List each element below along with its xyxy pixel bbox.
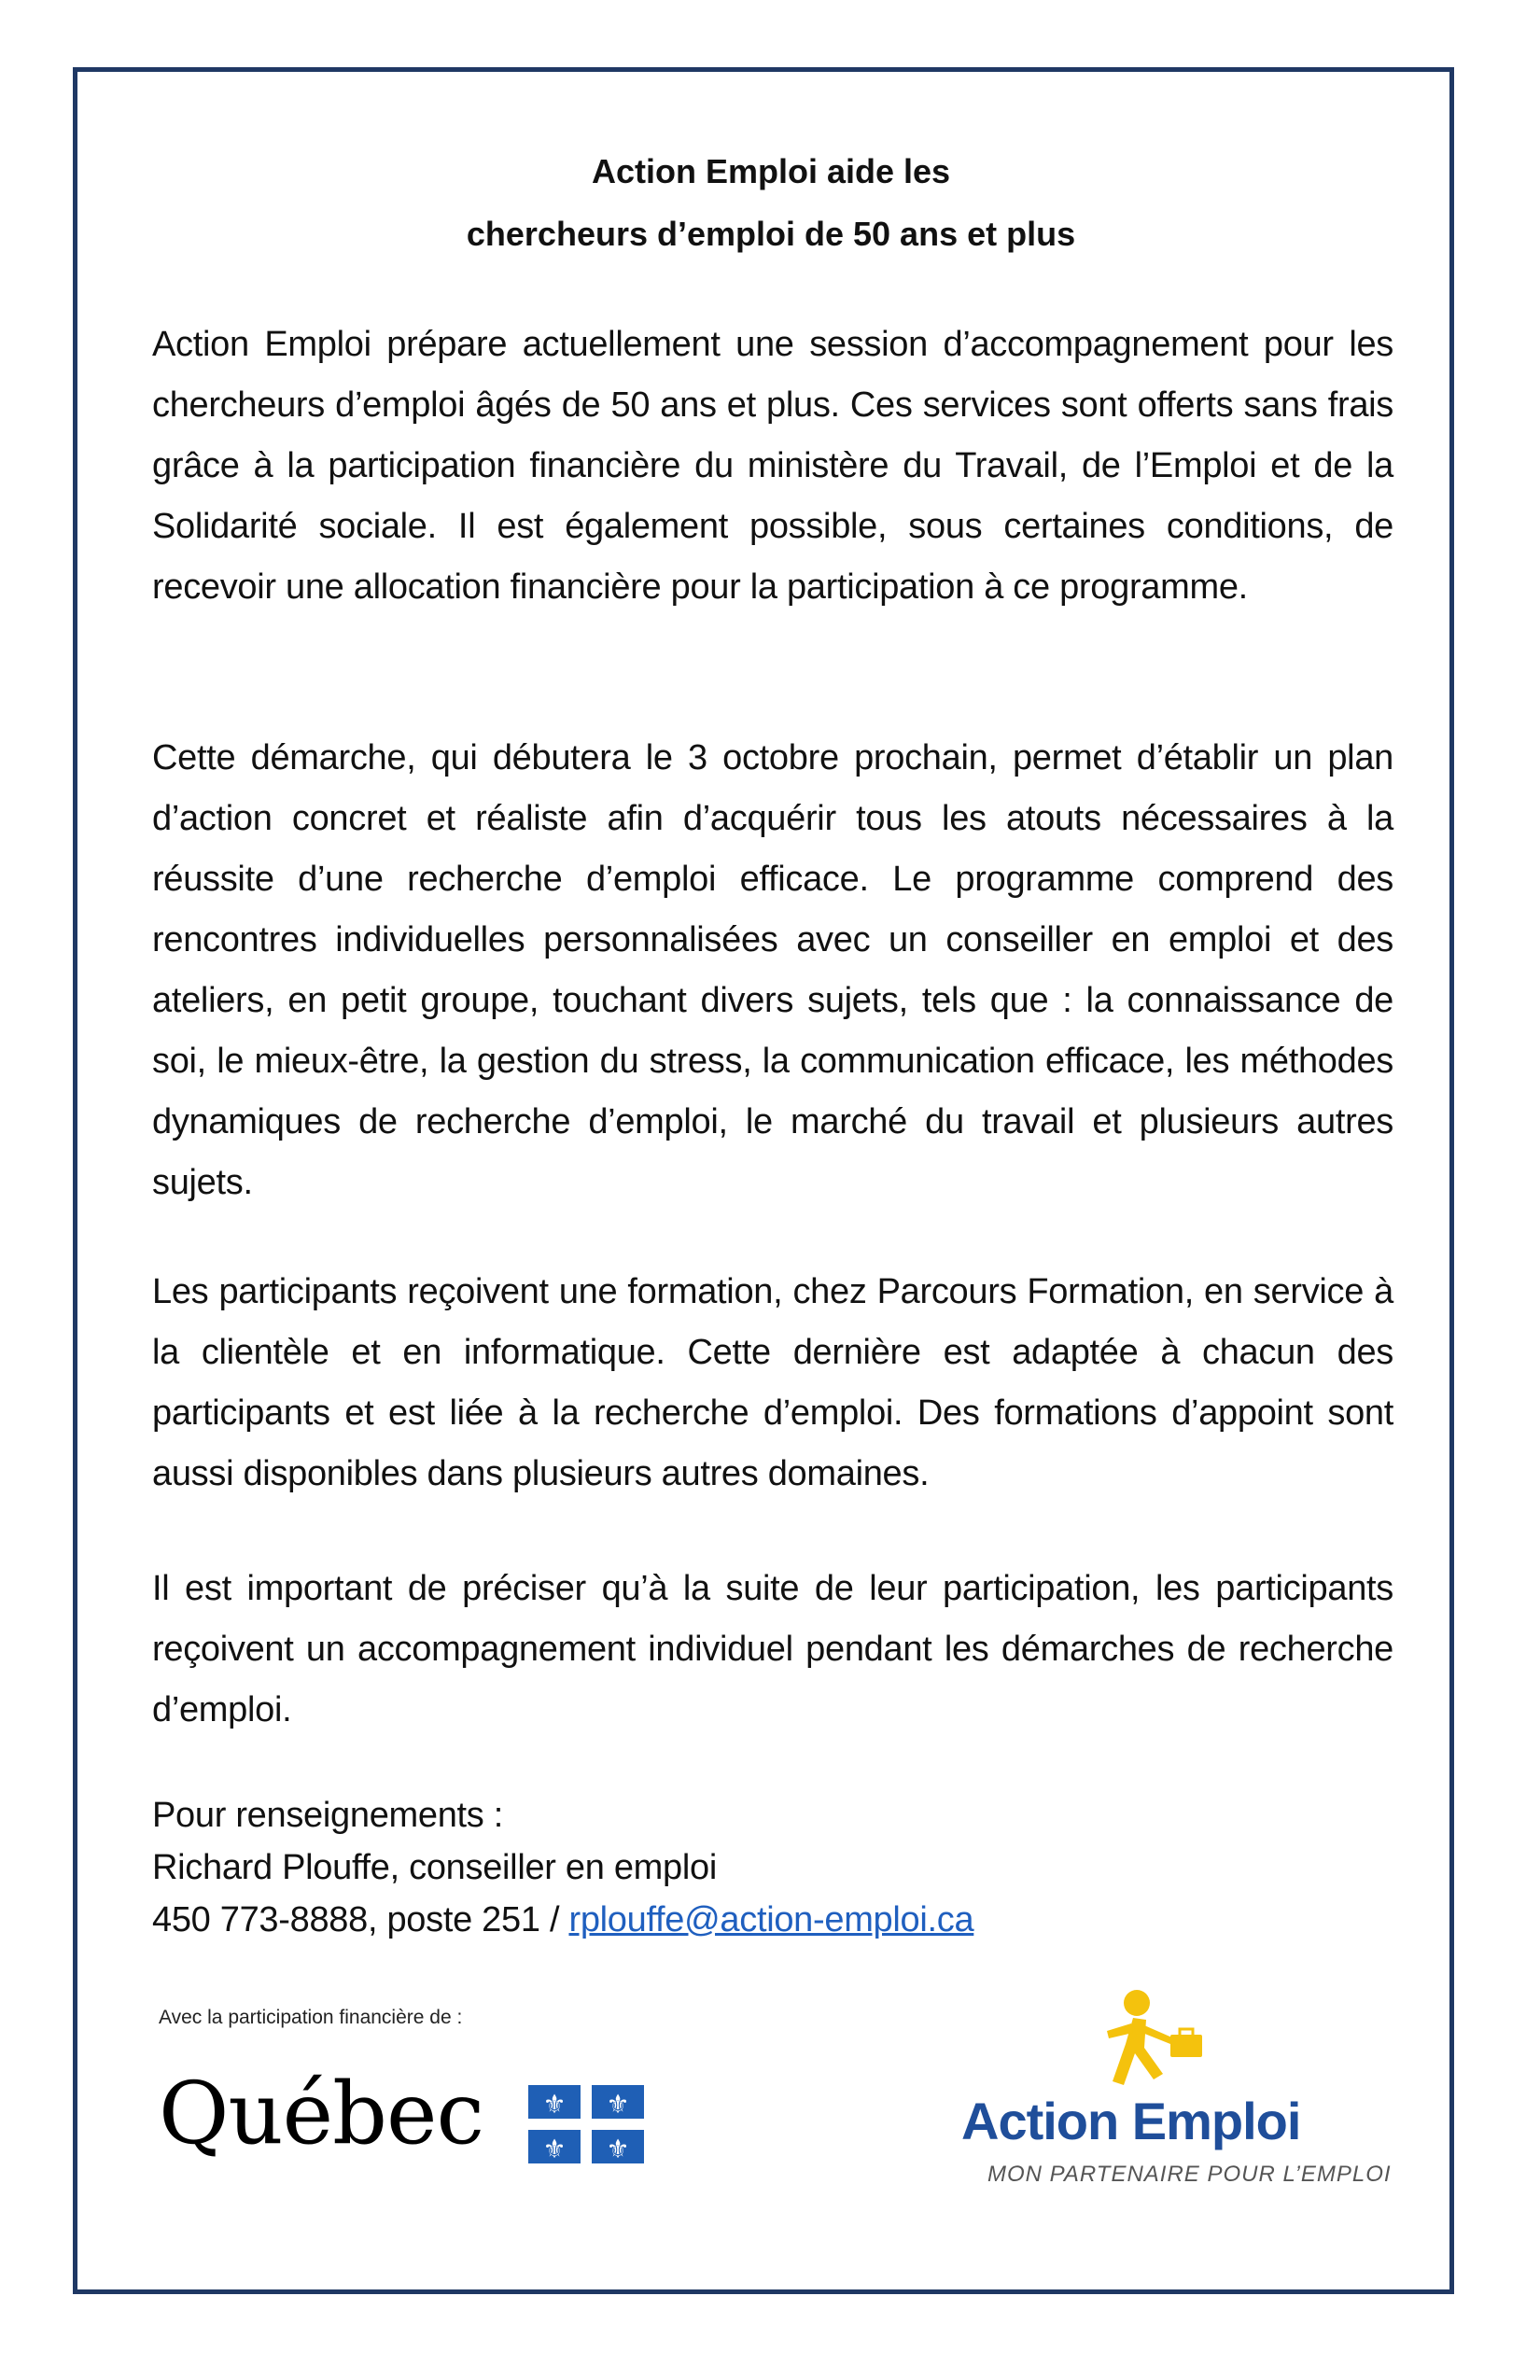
contact-block (152, 1789, 1393, 1946)
svg-text:⚜: ⚜ (606, 2089, 630, 2120)
action-emploi-logo-tagline: MON PARTENAIRE POUR L’EMPLOI (987, 2162, 1392, 2187)
title-line-2: chercheurs d’emploi de 50 ans et plus (466, 215, 1076, 253)
runner-logo-icon (1090, 1988, 1221, 2100)
paragraph-followup: Il est important de préciser qu’à la suite de leur participation, les participants reçoivent un accompagnement individuel pendant les démarches de recherche d’emploi. (152, 1569, 1393, 1729)
sponsor-label: Avec la participation financière de : (159, 2007, 463, 2028)
paragraph-intro: Action Emploi prépare actuellement une session d’accompagnement pour les chercheurs d’emploi âgés de 50 ans et plus. Ces services sont offerts sans frais grâce à la participation financière du ministère du Travail, de l’Emploi et de la Solidarité sociale. Il est également possible, sous certaines conditions, de recevoir une allocation financière pour la participation à ce programme. (152, 325, 1393, 607)
quebec-logo-wordmark: Québec (159, 2064, 483, 2163)
paragraph-training: Les participants reçoivent une formation, chez Parcours Formation, en service à la clientèle et en informatique. Cette dernière est adaptée à chacun des participants et est liée à la recherche d’emploi. Des formations d’appoint sont aussi disponibles dans plusieurs autres domaines. (152, 1272, 1393, 1493)
title-line-1: Action Emploi aide les (591, 152, 951, 190)
svg-text:⚜: ⚜ (542, 2134, 567, 2163)
paragraph-program: Cette démarche, qui débutera le 3 octobre prochain, permet d’établir un plan d’action concret et réaliste afin d’acquérir tous les atouts nécessaires à la réussite d’une recherche d’emploi efficace. Le programme comprend des rencontres individuelles personnalisées avec un conseiller en emploi et des ateliers, en petit groupe, touchant divers sujets, tels que : la connaissance de soi, le mieux-être, la gestion du stress, la communication efficace, les méthodes dynamiques de recherche d’emploi, le marché du travail et plusieurs autres sujets. (152, 738, 1393, 1202)
svg-text:⚜: ⚜ (542, 2089, 567, 2120)
contact-heading: Pour renseignements : (152, 1796, 504, 1835)
svg-text:⚜: ⚜ (606, 2134, 630, 2163)
contact-name: Richard Plouffe, conseiller en emploi (152, 1848, 717, 1887)
contact-line (152, 1894, 1393, 1946)
contact-phone: 450 773-8888, poste 251 / (152, 1900, 569, 1939)
action-emploi-logo-name: Action Emploi (961, 2092, 1301, 2150)
contact-email-link[interactable]: rplouffe@action-emploi.ca (568, 1900, 974, 1939)
quebec-flag-icon (528, 2085, 644, 2163)
